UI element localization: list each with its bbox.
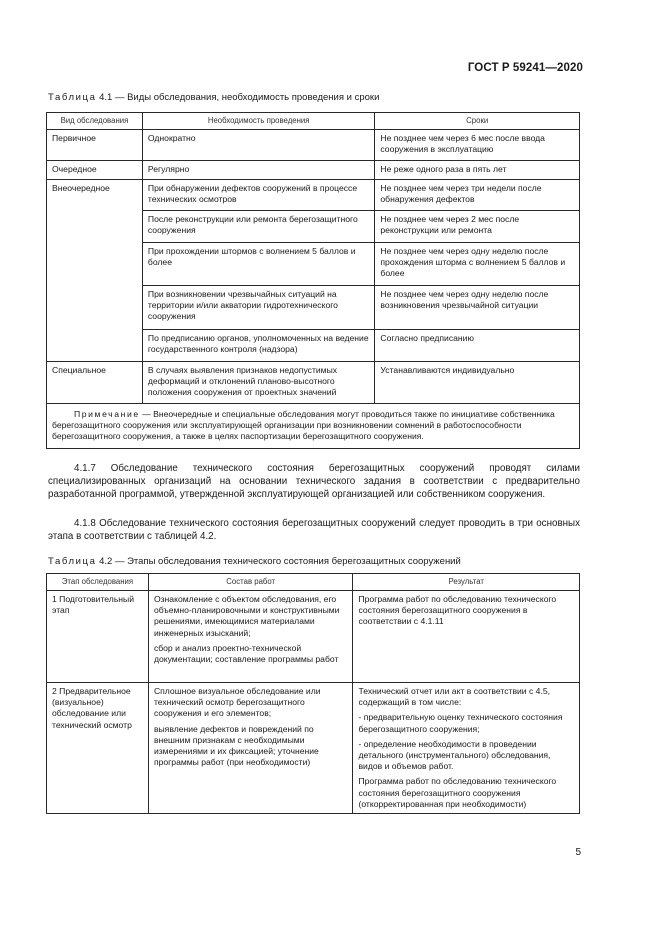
work-item: Ознакомление с объектом обследования, его объемно-планировочными и конструктивными решениями, имеющимися материалами инженерных изысканий; bbox=[153, 594, 340, 638]
table-cell: Очередное bbox=[47, 161, 143, 180]
note-text: — Внеочередные и специальные обследования могут проводиться также по инициативе собственника берегозащитного сооружения или эксплуатирующей организации при возникновении сомнений в работоспособности берегозащитного сооружения, а также в целях паспортизации берегозащитного сооружения. bbox=[52, 409, 555, 442]
table-cell bbox=[148, 591, 353, 683]
result-item: - предварительную оценку технического состояния берегозащитного сооружения; bbox=[358, 712, 563, 734]
table-cell bbox=[148, 683, 353, 814]
result-item: Технический отчет или акт в соответствии с 4.5, содержащий в том числе: bbox=[358, 686, 551, 708]
table-cell: Программа работ по обследованию технического состояния берегозащитного сооружения в соответствии с 4.1.11 bbox=[353, 591, 580, 683]
table-cell: Не позднее чем через 2 мес после реконструкции или ремонта bbox=[375, 211, 580, 243]
table-cell: Устанавливаются индивидуально bbox=[375, 362, 580, 404]
column-header: Результат bbox=[353, 574, 580, 591]
table-cell: Первичное bbox=[47, 130, 143, 161]
table-cell: Внеочередное bbox=[47, 180, 143, 362]
table-row bbox=[47, 362, 580, 404]
table-cell: Не реже одного раза в пять лет bbox=[375, 161, 580, 180]
table-cell: После реконструкции или ремонта берегозащитного сооружения bbox=[142, 211, 375, 243]
table-cell: По предписанию органов, уполномоченных на ведение государственного контроля (надзора) bbox=[142, 330, 375, 362]
table-note bbox=[47, 404, 580, 449]
result-item: - определение необходимости в проведении детального (инструментального) обследования, видов и объемов работ. bbox=[358, 738, 551, 772]
table-cell: Согласно предписанию bbox=[375, 330, 580, 362]
table-note-row bbox=[47, 404, 580, 449]
table-cell: Не позднее чем через 6 мес после ввода сооружения в эксплуатацию bbox=[375, 130, 580, 161]
column-header: Этап обследования bbox=[47, 574, 149, 591]
column-header: Сроки bbox=[375, 113, 580, 130]
table-cell bbox=[353, 683, 580, 814]
table-caption-text: 4.1 — Виды обследования, необходимость проведения и сроки bbox=[99, 92, 380, 103]
paragraph-4-1-7 bbox=[48, 463, 580, 502]
table-row bbox=[47, 591, 580, 683]
result-item: Программа работ по обследованию технического состояния берегозащитного сооружения (откорректированная при необходимости) bbox=[358, 776, 557, 809]
table-cell: Однократно bbox=[142, 130, 375, 161]
column-header: Необходимость проведения bbox=[142, 113, 375, 130]
table-caption-text: 4.2 — Этапы обследования технического состояния берегозащитных сооружений bbox=[99, 556, 461, 567]
work-item: Сплошное визуальное обследование или технический осмотр берегозащитного сооружения и его элементов; bbox=[153, 686, 321, 719]
table-cell: Не позднее чем через одну неделю после возникновения чрезвычайной ситуации bbox=[375, 286, 580, 330]
work-item: сбор и анализ проектно-технической документации; составление программы работ bbox=[153, 642, 339, 664]
column-header: Вид обследования bbox=[47, 113, 143, 130]
table-header-row bbox=[47, 113, 580, 130]
table-cell: При обнаружении дефектов сооружений в процессе технических осмотров bbox=[142, 180, 375, 211]
survey-types-table bbox=[46, 112, 580, 449]
table-cell: При прохождении штормов с волнением 5 баллов и более bbox=[142, 243, 375, 286]
table-cell: Специальное bbox=[47, 362, 143, 404]
table-row bbox=[47, 130, 580, 161]
table-cell: Не позднее чем через три недели после обнаружения дефектов bbox=[375, 180, 580, 211]
table-cell: 2 Предварительное (визуальное) обследование или технический осмотр bbox=[47, 683, 149, 814]
work-item: выявление дефектов и повреждений по внешним признакам с необходимыми измерениями и их фиксацией; уточнение программы работ (при необходимости) bbox=[153, 723, 319, 768]
table-caption bbox=[48, 556, 461, 567]
table-row bbox=[47, 683, 580, 814]
paragraph-4-1-8 bbox=[48, 518, 580, 544]
table-caption-prefix: Таблица bbox=[48, 92, 97, 103]
table-cell: Не позднее чем через одну неделю после прохождения шторма с волнением 5 баллов и более bbox=[375, 243, 580, 286]
note-label: Примечание bbox=[74, 409, 140, 420]
paragraph-text: 4.1.7 Обследование технического состояния берегозащитных сооружений проводят силами специализированных организаций на основании технического задания в соответствии с предварительно разработанной программой, утвержденной эксплуатирующей организацией или собственником сооружения. bbox=[48, 463, 580, 500]
table-cell: В случаях выявления признаков недопустимых деформаций и отклонений планово-высотного положения сооружения от проектных значений bbox=[142, 362, 375, 404]
table-row bbox=[47, 180, 580, 211]
survey-stages-table bbox=[46, 573, 580, 814]
table-caption bbox=[48, 92, 379, 103]
table-cell: 1 Подготовительный этап bbox=[47, 591, 149, 683]
table-header-row bbox=[47, 574, 580, 591]
table-cell: Регулярно bbox=[142, 161, 375, 180]
table-cell: При возникновении чрезвычайных ситуаций на территории и/или акватории гидротехнического сооружения bbox=[142, 286, 375, 330]
page-number: 5 bbox=[575, 847, 581, 858]
table-row bbox=[47, 161, 580, 180]
column-header: Состав работ bbox=[148, 574, 353, 591]
table-caption-prefix: Таблица bbox=[48, 556, 97, 567]
paragraph-text: 4.1.8 Обследование технического состояния берегозащитных сооружений следует проводить в три основных этапа в соответствии с таблицей 4.2. bbox=[48, 518, 580, 542]
document-code: ГОСТ Р 59241—2020 bbox=[467, 62, 583, 74]
